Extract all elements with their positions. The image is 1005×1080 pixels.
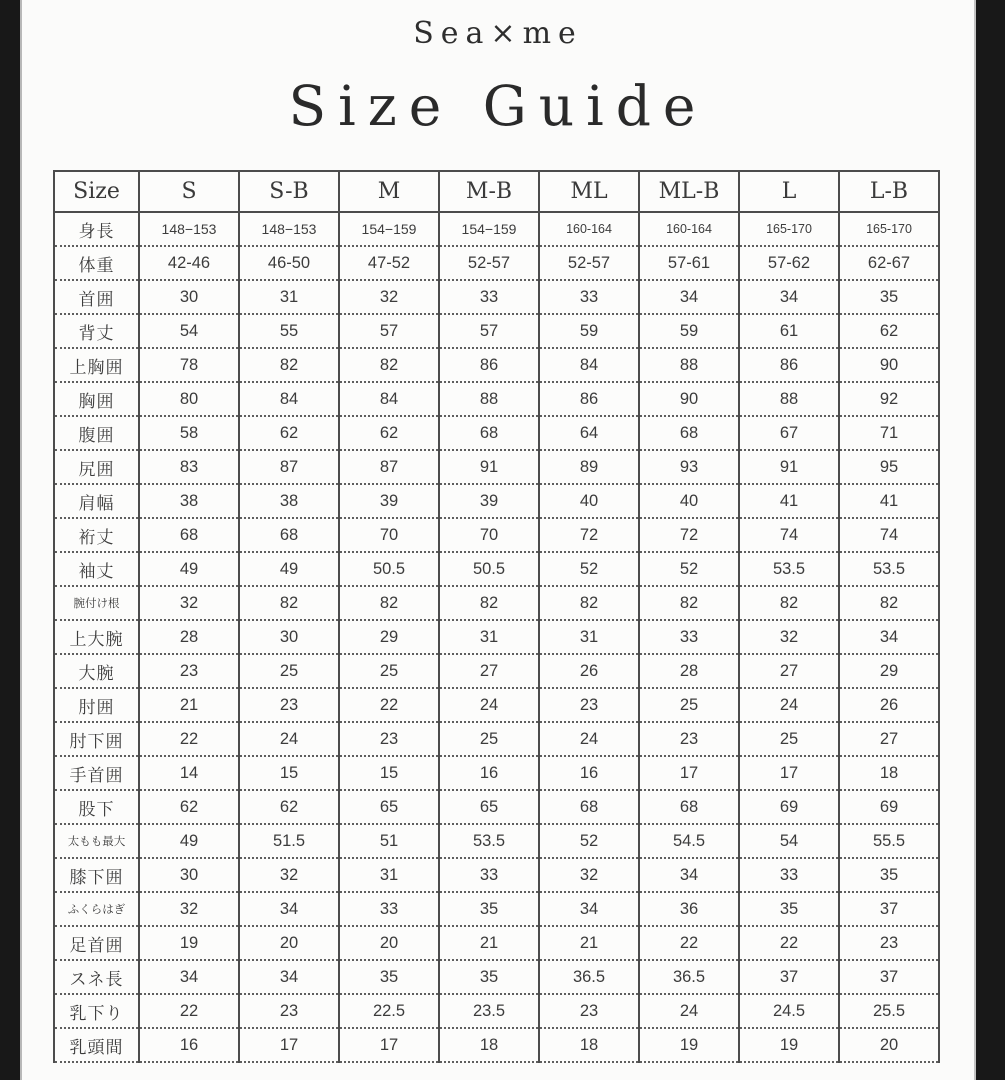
size-cell: 154−159 [339,212,439,246]
right-black-bar [974,0,1005,1080]
row-label: 大腕 [54,654,139,688]
size-cell: 49 [139,824,239,858]
table-row [54,994,939,1028]
size-cell: 41 [739,484,839,518]
size-cell: 82 [539,586,639,620]
size-cell: 52-57 [539,246,639,280]
size-cell: 42-46 [139,246,239,280]
size-cell: 34 [839,620,939,654]
size-cell: 23 [539,994,639,1028]
row-label: 腕付け根 [54,586,139,620]
size-cell: 23 [539,688,639,722]
size-cell: 52-57 [439,246,539,280]
size-cell: 24.5 [739,994,839,1028]
row-label: 腹囲 [54,416,139,450]
size-cell: 35 [739,892,839,926]
size-cell: 93 [639,450,739,484]
size-cell: 86 [739,348,839,382]
size-cell: 24 [639,994,739,1028]
size-cell: 33 [439,280,539,314]
table-row [54,654,939,688]
row-label: 手首囲 [54,756,139,790]
size-cell: 25 [639,688,739,722]
size-cell: 70 [339,518,439,552]
size-cell: 82 [739,586,839,620]
size-cell: 25 [739,722,839,756]
size-cell: 49 [139,552,239,586]
size-cell: 74 [839,518,939,552]
size-cell: 78 [139,348,239,382]
size-cell: 54 [739,824,839,858]
size-cell: 23 [239,994,339,1028]
size-cell: 65 [439,790,539,824]
size-cell: 53.5 [739,552,839,586]
column-header-l: L [739,171,839,212]
size-cell: 23 [839,926,939,960]
size-column-header: Size [54,171,139,212]
size-cell: 37 [839,892,939,926]
table-row [54,960,939,994]
size-cell: 34 [139,960,239,994]
row-label: 足首囲 [54,926,139,960]
size-cell: 38 [239,484,339,518]
size-cell: 33 [539,280,639,314]
size-cell: 46-50 [239,246,339,280]
size-cell: 32 [339,280,439,314]
size-cell: 30 [239,620,339,654]
size-cell: 51.5 [239,824,339,858]
size-cell: 37 [839,960,939,994]
size-cell: 31 [239,280,339,314]
row-label: 股下 [54,790,139,824]
size-cell: 18 [539,1028,639,1062]
size-cell: 86 [539,382,639,416]
column-header-l-b: L-B [839,171,939,212]
table-row [54,790,939,824]
size-cell: 20 [239,926,339,960]
size-cell: 87 [339,450,439,484]
size-cell: 23.5 [439,994,539,1028]
size-cell: 16 [539,756,639,790]
size-cell: 160-164 [539,212,639,246]
size-cell: 86 [439,348,539,382]
row-label: 胸囲 [54,382,139,416]
size-cell: 17 [239,1028,339,1062]
size-cell: 17 [339,1028,439,1062]
size-cell: 25 [339,654,439,688]
size-cell: 17 [639,756,739,790]
size-cell: 58 [139,416,239,450]
size-cell: 21 [139,688,239,722]
size-cell: 88 [439,382,539,416]
size-cell: 34 [239,892,339,926]
row-label: 裄丈 [54,518,139,552]
size-cell: 165-170 [839,212,939,246]
size-cell: 91 [439,450,539,484]
size-cell: 62-67 [839,246,939,280]
size-cell: 25 [439,722,539,756]
row-label: 乳頭間 [54,1028,139,1062]
size-cell: 82 [339,348,439,382]
size-cell: 34 [239,960,339,994]
size-cell: 36 [639,892,739,926]
column-header-ml: ML [539,171,639,212]
size-cell: 22 [139,722,239,756]
size-cell: 15 [239,756,339,790]
table-row [54,722,939,756]
size-cell: 59 [639,314,739,348]
size-cell: 16 [439,756,539,790]
size-cell: 89 [539,450,639,484]
row-label: 肘囲 [54,688,139,722]
size-cell: 34 [639,280,739,314]
size-cell: 91 [739,450,839,484]
size-cell: 80 [139,382,239,416]
size-cell: 52 [639,552,739,586]
size-cell: 68 [239,518,339,552]
size-cell: 49 [239,552,339,586]
size-cell: 23 [339,722,439,756]
size-cell: 65 [339,790,439,824]
size-cell: 62 [139,790,239,824]
brand-title: Sea×me [413,16,583,51]
row-label: 太もも最大 [54,824,139,858]
table-row [54,314,939,348]
size-cell: 35 [339,960,439,994]
size-cell: 90 [639,382,739,416]
table-body [54,212,939,1062]
left-black-bar [0,0,22,1080]
size-cell: 19 [739,1028,839,1062]
size-cell: 32 [539,858,639,892]
size-cell: 36.5 [639,960,739,994]
size-cell: 40 [639,484,739,518]
table-row [54,688,939,722]
size-cell: 52 [539,824,639,858]
size-cell: 36.5 [539,960,639,994]
size-cell: 61 [739,314,839,348]
size-cell: 19 [639,1028,739,1062]
table-row [54,212,939,246]
row-label: 身長 [54,212,139,246]
size-cell: 32 [239,858,339,892]
table-row [54,348,939,382]
size-cell: 54 [139,314,239,348]
size-cell: 72 [539,518,639,552]
size-cell: 62 [839,314,939,348]
size-cell: 74 [739,518,839,552]
size-cell: 50.5 [339,552,439,586]
size-cell: 57 [339,314,439,348]
size-cell: 52 [539,552,639,586]
size-cell: 37 [739,960,839,994]
table-row [54,926,939,960]
size-cell: 57 [439,314,539,348]
size-cell: 33 [439,858,539,892]
row-label: 上胸囲 [54,348,139,382]
row-label: 膝下囲 [54,858,139,892]
size-cell: 26 [539,654,639,688]
size-cell: 25.5 [839,994,939,1028]
size-cell: 53.5 [439,824,539,858]
size-cell: 62 [239,416,339,450]
size-cell: 68 [139,518,239,552]
size-cell: 53.5 [839,552,939,586]
size-cell: 90 [839,348,939,382]
size-cell: 22 [339,688,439,722]
row-label: 肘下囲 [54,722,139,756]
size-cell: 14 [139,756,239,790]
size-cell: 82 [239,586,339,620]
size-cell: 71 [839,416,939,450]
size-cell: 160-164 [639,212,739,246]
size-cell: 34 [639,858,739,892]
size-cell: 55.5 [839,824,939,858]
row-label: ふくらはぎ [54,892,139,926]
size-cell: 41 [839,484,939,518]
size-cell: 82 [239,348,339,382]
row-label: 背丈 [54,314,139,348]
row-label: 体重 [54,246,139,280]
size-cell: 25 [239,654,339,688]
size-cell: 64 [539,416,639,450]
table-row [54,858,939,892]
size-cell: 23 [639,722,739,756]
size-cell: 22 [739,926,839,960]
table-row [54,586,939,620]
size-cell: 88 [639,348,739,382]
size-cell: 82 [339,586,439,620]
table-row [54,552,939,586]
size-cell: 87 [239,450,339,484]
size-cell: 84 [339,382,439,416]
table-row [54,484,939,518]
size-cell: 95 [839,450,939,484]
size-cell: 62 [339,416,439,450]
size-cell: 47-52 [339,246,439,280]
size-cell: 32 [139,586,239,620]
column-header-s: S [139,171,239,212]
size-cell: 34 [539,892,639,926]
table-row [54,416,939,450]
size-cell: 21 [539,926,639,960]
size-cell: 26 [839,688,939,722]
size-cell: 68 [639,416,739,450]
size-cell: 69 [739,790,839,824]
size-cell: 18 [439,1028,539,1062]
table-row [54,620,939,654]
size-cell: 31 [439,620,539,654]
size-cell: 35 [839,858,939,892]
table-row [54,892,939,926]
size-cell: 23 [239,688,339,722]
size-cell: 57-61 [639,246,739,280]
row-label: スネ長 [54,960,139,994]
size-cell: 22 [639,926,739,960]
size-cell: 82 [639,586,739,620]
row-label: 肩幅 [54,484,139,518]
size-cell: 17 [739,756,839,790]
size-cell: 92 [839,382,939,416]
size-cell: 22.5 [339,994,439,1028]
size-cell: 39 [439,484,539,518]
column-header-m: M [339,171,439,212]
column-header-ml-b: ML-B [639,171,739,212]
size-cell: 57-62 [739,246,839,280]
size-cell: 30 [139,280,239,314]
size-cell: 84 [239,382,339,416]
size-cell: 15 [339,756,439,790]
size-cell: 33 [339,892,439,926]
size-cell: 30 [139,858,239,892]
size-cell: 33 [639,620,739,654]
size-cell: 16 [139,1028,239,1062]
size-cell: 59 [539,314,639,348]
size-cell: 28 [639,654,739,688]
size-cell: 148−153 [239,212,339,246]
row-label: 首囲 [54,280,139,314]
size-cell: 84 [539,348,639,382]
header-row [54,171,939,212]
size-cell: 70 [439,518,539,552]
size-cell: 32 [139,892,239,926]
size-cell: 33 [739,858,839,892]
size-cell: 38 [139,484,239,518]
size-cell: 28 [139,620,239,654]
size-cell: 34 [739,280,839,314]
size-cell: 67 [739,416,839,450]
size-cell: 32 [739,620,839,654]
size-cell: 24 [539,722,639,756]
size-cell: 22 [139,994,239,1028]
size-cell: 23 [139,654,239,688]
row-label: 袖丈 [54,552,139,586]
size-cell: 148−153 [139,212,239,246]
size-cell: 20 [339,926,439,960]
size-cell: 27 [439,654,539,688]
size-cell: 165-170 [739,212,839,246]
size-guide-table [53,170,940,1063]
size-cell: 35 [439,960,539,994]
table-row [54,756,939,790]
page-title: Size Guide [288,74,708,138]
size-cell: 88 [739,382,839,416]
row-label: 乳下り [54,994,139,1028]
table-row [54,450,939,484]
table-row [54,280,939,314]
size-cell: 35 [839,280,939,314]
size-cell: 29 [339,620,439,654]
table-row [54,518,939,552]
size-cell: 54.5 [639,824,739,858]
size-cell: 19 [139,926,239,960]
size-cell: 35 [439,892,539,926]
size-cell: 55 [239,314,339,348]
size-cell: 69 [839,790,939,824]
size-cell: 154−159 [439,212,539,246]
table-row [54,382,939,416]
size-cell: 21 [439,926,539,960]
table-row [54,1028,939,1062]
size-cell: 82 [839,586,939,620]
size-cell: 40 [539,484,639,518]
size-cell: 51 [339,824,439,858]
size-cell: 24 [439,688,539,722]
size-cell: 20 [839,1028,939,1062]
size-cell: 68 [439,416,539,450]
size-cell: 31 [339,858,439,892]
table-row [54,824,939,858]
row-label: 上大腕 [54,620,139,654]
size-cell: 31 [539,620,639,654]
size-cell: 18 [839,756,939,790]
size-cell: 82 [439,586,539,620]
column-header-s-b: S-B [239,171,339,212]
size-cell: 29 [839,654,939,688]
size-cell: 27 [839,722,939,756]
size-cell: 27 [739,654,839,688]
size-cell: 24 [239,722,339,756]
row-label: 尻囲 [54,450,139,484]
size-cell: 83 [139,450,239,484]
table-header [54,171,939,212]
size-cell: 68 [639,790,739,824]
size-cell: 50.5 [439,552,539,586]
size-cell: 24 [739,688,839,722]
table-row [54,246,939,280]
size-cell: 72 [639,518,739,552]
size-cell: 68 [539,790,639,824]
size-cell: 62 [239,790,339,824]
column-header-m-b: M-B [439,171,539,212]
size-cell: 39 [339,484,439,518]
